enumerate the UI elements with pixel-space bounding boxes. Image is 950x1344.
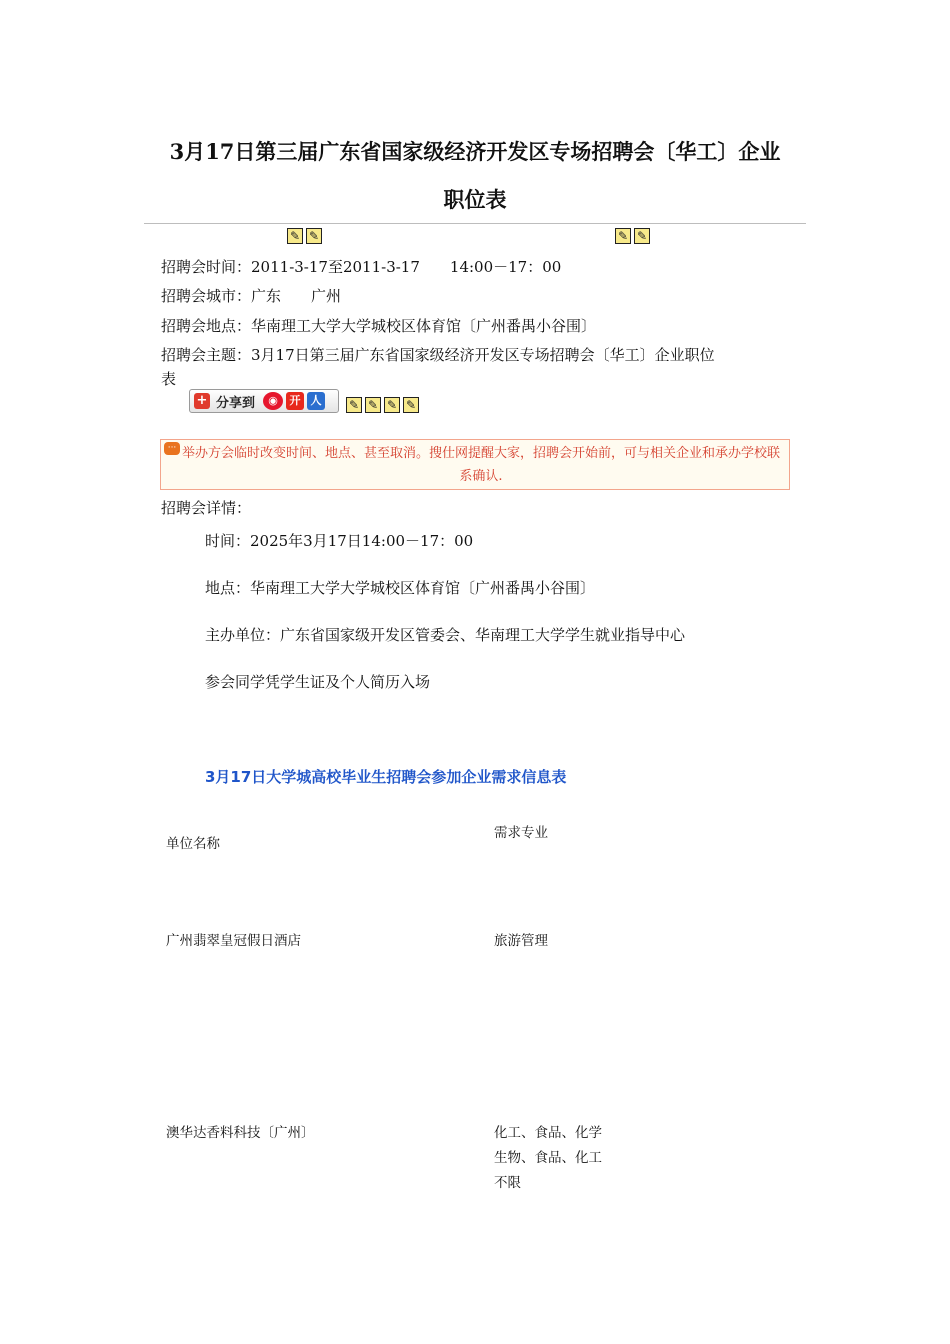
broken-image-icon: ✎	[306, 228, 322, 244]
info-city	[161, 286, 341, 306]
details-label: 招聘会详情：	[161, 499, 252, 517]
broken-image-icon: ✎	[615, 228, 631, 244]
details-time: 时间：2025年3月17日14:00－17：00	[205, 532, 474, 550]
info-theme-label: 招聘会主题：	[161, 346, 252, 364]
image-placeholder-group-3	[346, 397, 419, 413]
table-heading: 3月17日大学城高校毕业生招聘会参加企业需求信息表	[205, 768, 567, 786]
info-time-value: 2011-3-17至2011-3-17 14:00－17：00	[251, 258, 562, 276]
share-label: 分享到	[216, 395, 256, 411]
speech-bubble-icon: ···	[164, 442, 180, 455]
table-row-2-major-2: 生物、食品、化工	[494, 1150, 602, 1166]
image-placeholder-group-2	[615, 228, 650, 244]
share-button[interactable]	[189, 389, 339, 413]
broken-image-icon: ✎	[634, 228, 650, 244]
details-note: 参会同学凭学生证及个人简历入场	[205, 673, 431, 691]
info-place	[161, 316, 596, 336]
info-place-value: 华南理工大学大学城校区体育馆〔广州番禺小谷围〕	[251, 317, 597, 335]
renren-icon[interactable]: 人	[307, 392, 325, 410]
notice-box	[160, 439, 790, 490]
page-title	[120, 128, 830, 224]
table-header-major: 需求专业	[494, 825, 548, 841]
page-title-line2: 职位表	[443, 187, 507, 212]
table-row-1-major: 旅游管理	[494, 933, 548, 949]
weibo-icon[interactable]: ◉	[263, 392, 283, 410]
table-row-1-company: 广州翡翠皇冠假日酒店	[166, 933, 301, 949]
info-theme-cont: 表	[161, 370, 177, 388]
info-place-label: 招聘会地点：	[161, 317, 252, 335]
broken-image-icon: ✎	[384, 397, 400, 413]
broken-image-icon: ✎	[346, 397, 362, 413]
table-row-2-major-3: 不限	[494, 1175, 521, 1191]
broken-image-icon: ✎	[365, 397, 381, 413]
image-placeholder-group-1	[287, 228, 322, 244]
page-title-line1: 3月17日第三届广东省国家级经济开发区专场招聘会〔华工〕企业	[169, 139, 781, 164]
kaixin-icon[interactable]: 开	[286, 392, 304, 410]
info-city-value: 广东 广州	[251, 287, 342, 305]
info-theme-value-line1: 3月17日第三届广东省国家级经济开发区专场招聘会〔华工〕企业职位	[251, 346, 715, 364]
info-theme	[161, 345, 715, 365]
info-time-label: 招聘会时间：	[161, 258, 252, 276]
info-city-label: 招聘会城市：	[161, 287, 252, 305]
details-place: 地点：华南理工大学大学城校区体育馆〔广州番禺小谷围〕	[205, 579, 596, 597]
plus-icon: +	[194, 393, 210, 409]
broken-image-icon: ✎	[287, 228, 303, 244]
table-header-company: 单位名称	[166, 836, 220, 852]
table-row-2-company: 澳华达香料科技〔广州〕	[166, 1125, 315, 1141]
details-organizer: 主办单位：广东省国家级开发区管委会、华南理工大学学生就业指导中心	[205, 626, 686, 644]
table-row-2-major-1: 化工、食品、化学	[494, 1125, 602, 1141]
notice-text: 举办方会临时改变时间、地点、甚至取消。搜仕网提醒大家，招聘会开始前，可与相关企业和承办学校联系确认.	[181, 446, 780, 484]
broken-image-icon: ✎	[403, 397, 419, 413]
title-divider	[144, 223, 806, 224]
info-time	[161, 257, 561, 277]
